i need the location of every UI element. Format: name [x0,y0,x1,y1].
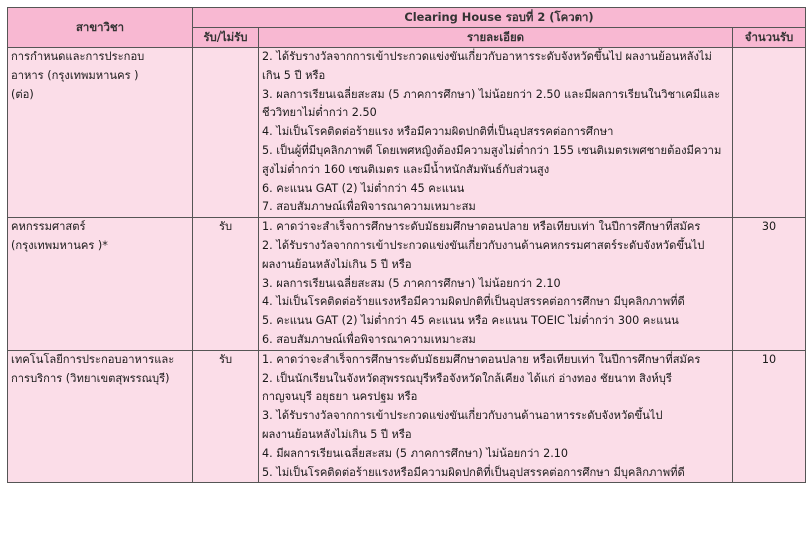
condition-line: 1. คาดว่าจะสำเร็จการศึกษาระดับมัธยมศึกษาตอนปลาย หรือเทียบเท่า ในปีการศึกษาที่สมัคร [262,220,701,234]
condition-line: 3. ได้รับรางวัลจากการเข้าประกวดแข่งขันเกี่ยวกับงานด้านอาหารระดับจังหวัดขึ้นไป [262,409,663,423]
conditions-cell [259,218,733,351]
condition-line: ชีววิทยาไม่ต่ำกว่า 2.50 [262,106,377,120]
program-cell [8,350,193,483]
conditions-cell [259,48,733,218]
program-line: (กรุงเทพมหานคร )* [11,238,108,252]
condition-line: 1. คาดว่าจะสำเร็จการศึกษาระดับมัธยมศึกษาตอนปลาย หรือเทียบเท่า ในปีการศึกษาที่สมัคร [262,352,701,366]
condition-line: ผลงานย้อนหลังไม่เกิน 5 ปี หรือ [262,257,412,271]
program-line: การบริการ (วิทยาเขตสุพรรณบุรี) [11,371,170,385]
accept-value: รับ [218,352,233,366]
table-row [8,48,806,218]
header-accept: รับ/ไม่รับ [193,28,259,48]
program-line: การกำหนดและการประกอบ [11,50,145,63]
count-cell [733,48,806,218]
program-cell [8,48,193,218]
condition-line: 5. คะแนน GAT (2) ไม่ต่ำกว่า 45 คะแนน หรือ คะแนน TOEIC ไม่ต่ำกว่า 300 คะแนน [262,314,679,328]
accept-value [196,48,255,67]
program-line: อาหาร (กรุงเทพมหานคร ) [11,68,139,82]
condition-line: 3. ผลการเรียนเฉลี่ยสะสม (5 ภาคการศึกษา) ไม่น้อยกว่า 2.50 และมีผลการเรียนในวิชาเคมีและ [262,87,721,101]
header-major: สาขาวิชา [8,8,193,48]
count-value: 10 [761,352,777,366]
condition-line: 2. ได้รับรางวัลจากการเข้าประกวดแข่งขันเกี่ยวกับงานด้านคหกรรมศาสตร์ระดับจังหวัดขึ้นไป [262,238,705,252]
program-line: เทคโนโลยีการประกอบอาหารและ [11,352,175,366]
condition-line: กาญจนบุรี อยุธยา นครปฐม หรือ [262,390,418,404]
header-count: จำนวนรับ [733,28,806,48]
accept-cell [193,218,259,351]
count-cell [733,218,806,351]
table-row [8,218,806,351]
program-line: (ต่อ) [11,87,34,101]
header-details: รายละเอียด [259,28,733,48]
condition-line: 2. ได้รับรางวัลจากการเข้าประกวดแข่งขันเกี่ยวกับอาหารระดับจังหวัดขึ้นไป ผลงานย้อนหลังไม่ [262,50,712,63]
header-round: Clearing House รอบที่ 2 (โควตา) [193,8,806,28]
condition-line: 4. ไม่เป็นโรคติดต่อร้ายแรง หรือมีความผิดปกติที่เป็นอุปสรรคต่อการศึกษา [262,125,614,139]
count-cell [733,350,806,483]
condition-line: 5. เป็นผู้ที่มีบุคลิกภาพดี โดยเพศหญิงต้องมีความสูงไม่ต่ำกว่า 155 เซนติเมตรเพศชายต้องมีความ [262,143,722,157]
accept-cell [193,48,259,218]
condition-line: 4. มีผลการเรียนเฉลี่ยสะสม (5 ภาคการศึกษา) ไม่น้อยกว่า 2.10 [262,446,568,460]
table-row [8,350,806,483]
count-value [736,48,802,67]
condition-line: 6. สอบสัมภาษณ์เพื่อพิจารณาความเหมาะสม [262,332,476,346]
condition-line: 3. ผลการเรียนเฉลี่ยสะสม (5 ภาคการศึกษา) ไม่น้อยกว่า 2.10 [262,276,561,290]
accept-value: รับ [218,220,233,234]
condition-line: 6. คะแนน GAT (2) ไม่ต่ำกว่า 45 คะแนน [262,181,465,195]
program-cell [8,218,193,351]
condition-line: 4. ไม่เป็นโรคติดต่อร้ายแรงหรือมีความผิดปกติที่เป็นอุปสรรคต่อการศึกษา มีบุคลิกภาพที่ดี [262,295,685,309]
condition-line: 2. เป็นนักเรียนในจังหวัดสุพรรณบุรีหรือจังหวัดใกล้เคียง ได้แก่ อ่างทอง ชัยนาท สิงห์บุรี [262,371,672,385]
admissions-table [7,7,806,483]
condition-line: ผลงานย้อนหลังไม่เกิน 5 ปี หรือ [262,427,412,441]
program-line: คหกรรมศาสตร์ [11,220,86,234]
condition-line: 5. ไม่เป็นโรคติดต่อร้ายแรงหรือมีความผิดปกติที่เป็นอุปสรรคต่อการศึกษา มีบุคลิกภาพที่ดี [262,465,685,479]
condition-line: สูงไม่ต่ำกว่า 160 เซนติเมตร และมีน้ำหนักสัมพันธ์กับส่วนสูง [262,162,550,176]
accept-cell [193,350,259,483]
count-value: 30 [761,220,777,234]
condition-line: 7. สอบสัมภาษณ์เพื่อพิจารณาความเหมาะสม [262,200,476,214]
conditions-cell [259,350,733,483]
condition-line: เกิน 5 ปี หรือ [262,68,326,82]
